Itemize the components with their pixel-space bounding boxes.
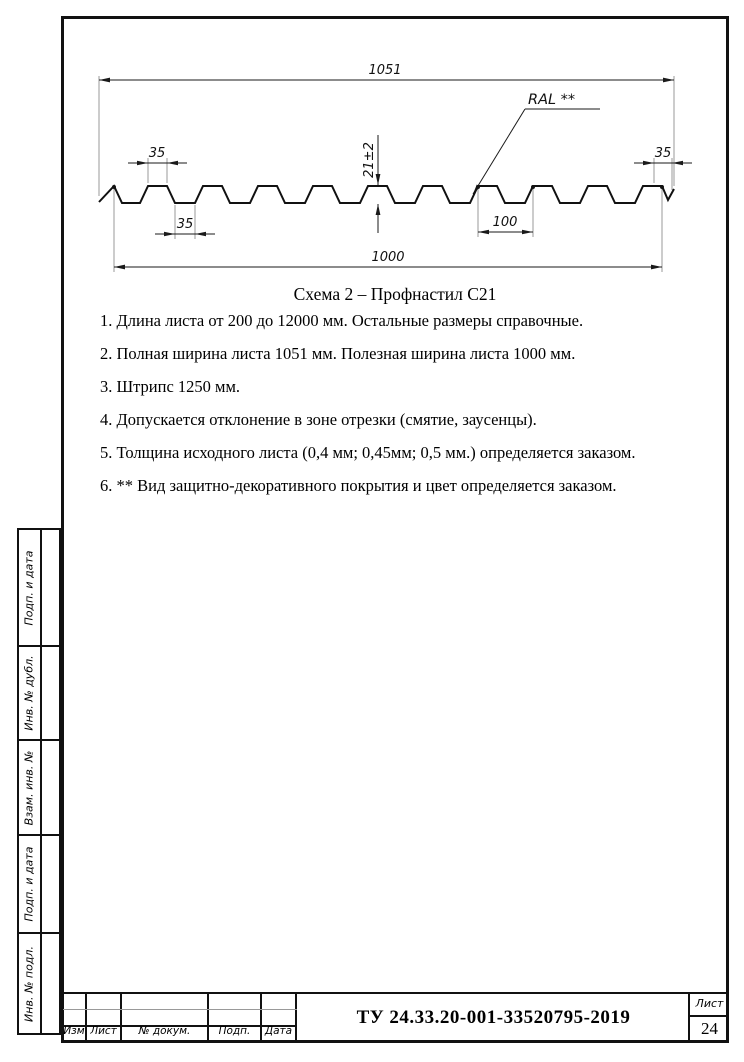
column-header-izm: Изм bbox=[63, 1025, 85, 1037]
dim-rib-top-width: 35 bbox=[148, 146, 166, 161]
note-item: 5. Толщина исходного листа (0,4 мм; 0,45мм; 0,5 мм.) определяется заказом. bbox=[100, 443, 636, 462]
stamp-cell bbox=[17, 739, 61, 836]
stamp-cell-label: Инв. № дубл. bbox=[22, 655, 36, 731]
sheet-label: Лист bbox=[695, 997, 724, 1010]
dim-profile-height: 21±2 bbox=[362, 142, 377, 178]
note-item: 2. Полная ширина листа 1051 мм. Полезная ширина листа 1000 мм. bbox=[100, 344, 576, 363]
sheet-number: 24 bbox=[701, 1019, 718, 1038]
note-item: 6. ** Вид защитно-декоративного покрытия и цвет определяется заказом. bbox=[100, 476, 617, 495]
coating-label: RAL ** bbox=[528, 92, 576, 108]
title-block bbox=[61, 992, 729, 1043]
column-header-list: Лист bbox=[90, 1025, 117, 1037]
witness-lines bbox=[99, 76, 674, 272]
figure-caption: Схема 2 – Профнастил С21 bbox=[293, 284, 497, 304]
stamp-cell bbox=[17, 932, 61, 1035]
notes-list bbox=[100, 304, 710, 502]
stamp-cell bbox=[17, 645, 61, 741]
stamp-cell-label: Подп. и дата bbox=[22, 846, 36, 922]
profile-drawing bbox=[0, 0, 744, 300]
dim-pitch: 100 bbox=[492, 215, 518, 230]
stamp-cell-label: Подп. и дата bbox=[22, 550, 36, 625]
stamp-cell bbox=[17, 528, 61, 647]
dimension-lines bbox=[99, 80, 692, 267]
profile-outline bbox=[99, 186, 674, 203]
note-item: 1. Длина листа от 200 до 12000 мм. Остальные размеры справочные. bbox=[100, 311, 584, 330]
dim-edge-width: 35 bbox=[654, 146, 672, 161]
column-header-podp: Подп. bbox=[218, 1025, 251, 1037]
column-header-data: Дата bbox=[264, 1025, 293, 1037]
dim-rib-bottom-width: 35 bbox=[176, 217, 194, 232]
title-block-gridline bbox=[63, 1009, 297, 1010]
stamp-cell bbox=[17, 834, 61, 934]
column-header-docnum: № докум. bbox=[138, 1025, 191, 1037]
dimension-arrows bbox=[99, 78, 683, 270]
stamp-cell-label: Взам. инв. № bbox=[22, 750, 36, 825]
dim-useful-width: 1000 bbox=[371, 250, 405, 265]
note-item: 3. Штрипс 1250 мм. bbox=[100, 377, 241, 396]
dim-overall-width: 1051 bbox=[368, 63, 402, 78]
margin-stamp-column bbox=[17, 528, 61, 1043]
stamp-cell-label: Инв. № подл. bbox=[22, 945, 36, 1022]
note-item: 4. Допускается отклонение в зоне отрезки (смятие, заусенцы). bbox=[100, 410, 537, 429]
document-number: ТУ 24.33.20-001-33520795-2019 bbox=[356, 1007, 631, 1028]
